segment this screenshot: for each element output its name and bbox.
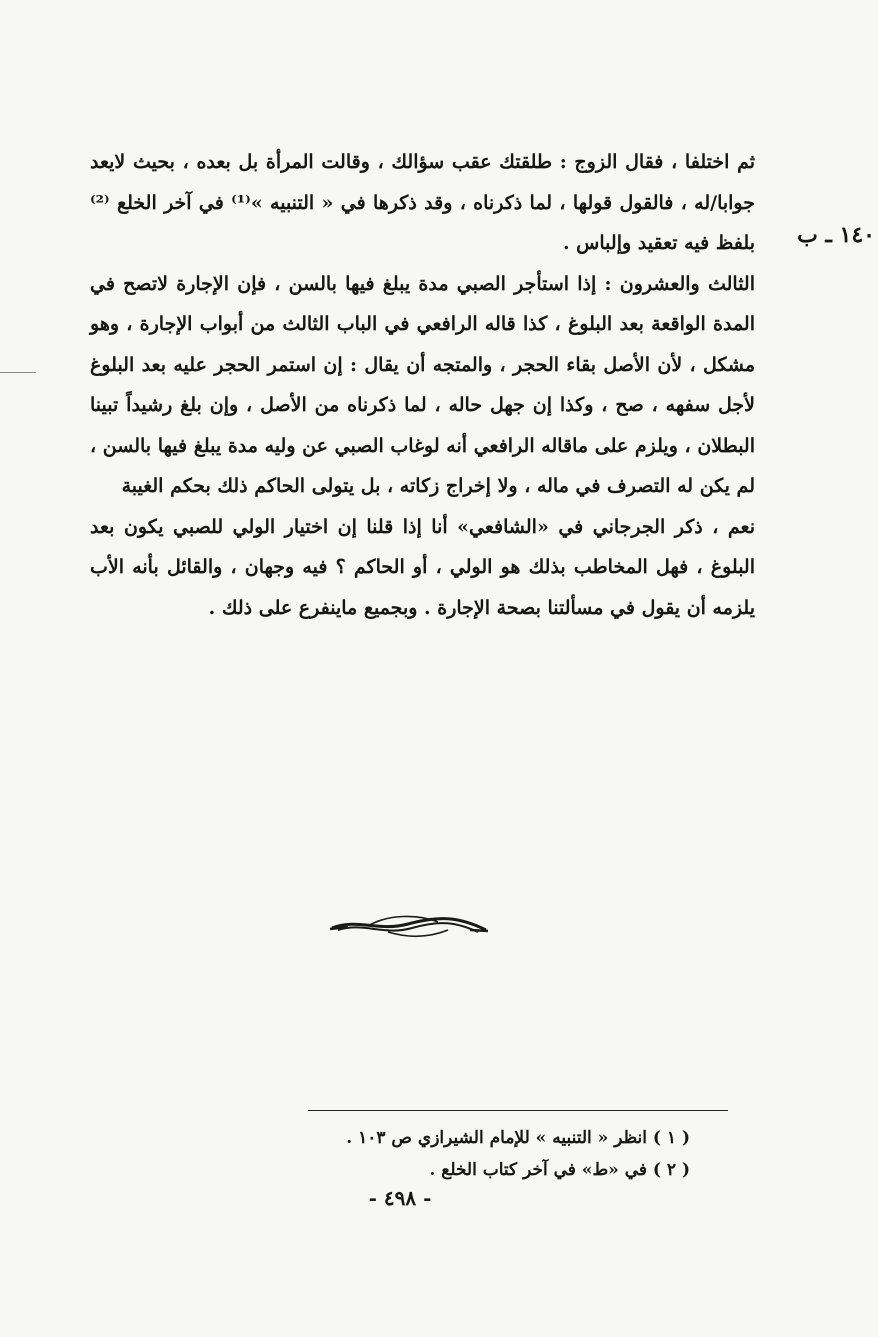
footnotes-block: [290, 1122, 690, 1186]
main-text-block: [90, 142, 755, 628]
footnote-separator: [308, 1110, 728, 1111]
paragraph-2: الثالث والعشرون : إذا استأجر الصبي مدة يبلغ فيها بالسن ، فإن الإجارة لاتصح في المدة الواقعة بعد البلوغ ، كذا قاله الرافعي في الباب الثالث من أبواب الإجارة ، وهو مشكل ، لأن الأصل بقاء الحجر ، والمتجه أن يقال : إن استمر الحجر عليه بعد البلوغ لأجل سفهه ، صح ، وكذا إن جهل حاله ، لما ذكرناه من الأصل ، وإن بلغ رشيداً تبينا البطلان ، ويلزم على ماقاله الرافعي أنه لوغاب الصبي عن وليه مدة يبلغ فيها بالسن ، لم يكن له التصرف في ماله ، ولا إخراج زكاته ، بل يتولى الحاكم ذلك بحكم الغيبة: [90, 272, 756, 497]
footnote-1: ( ١ ) انظر « التنبيه » للإمام الشيرازي ص ١٠٣ .: [346, 1128, 690, 1148]
edge-scan-mark: [0, 372, 36, 373]
page-number: - ٤٩٨ -: [368, 1186, 432, 1210]
margin-folio-reference: ١٤٠ ـ ب: [797, 222, 875, 248]
footnote-2: ( ٢ ) في «ط» في آخر كتاب الخلع .: [429, 1160, 690, 1180]
paragraph-1: ثم اختلفا ، فقال الزوج : طلقتك عقب سؤالك ، وقالت المرأة بل بعده ، بحيث لايعد جوابا/له ، فالقول قولها ، لما ذكرناه ، وقد ذكرها في « التنبيه »⁽¹⁾ في آخر الخلع ⁽²⁾ بلفظ فيه تعقيد وإلباس .: [90, 151, 755, 254]
paragraph-3: نعم ، ذكر الجرجاني في «الشافعي» أنا إذا قلنا إن اختيار الولي للصبي يكون بعد البلوغ ، فهل المخاطب بذلك هو الولي ، أو الحاكم ؟ فيه وجهان ، والقائل بأنه الأب يلزمه أن يقول في مسألتنا بصحة الإجارة . وبجميع ماينفرع على ذلك .: [90, 515, 755, 619]
section-end-ornament-icon: [328, 908, 490, 942]
